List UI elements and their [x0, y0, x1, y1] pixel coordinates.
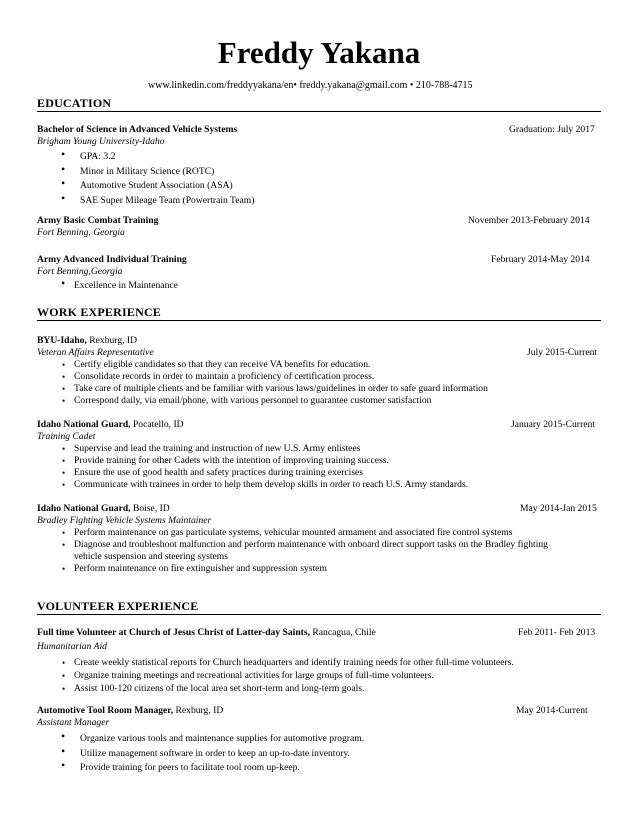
- job-location: Boise, ID: [130, 503, 170, 514]
- bullet-icon: •: [62, 396, 66, 406]
- bullet-icon: •: [61, 758, 66, 772]
- degree-date: Graduation: July 2017: [509, 124, 595, 135]
- job-role: Veteran Affairs Representative: [37, 347, 154, 358]
- job-role: Training Cadet: [37, 431, 96, 442]
- job-location: Rexburg, ID: [86, 335, 138, 346]
- training-title: Army Basic Combat Training: [37, 215, 159, 226]
- job-date: July 2015-Current: [527, 347, 598, 358]
- bullet-icon: •: [62, 372, 66, 382]
- training-location: Fort Benning, Georgia: [37, 227, 125, 238]
- training-location: Fort Benning,Georgia: [37, 266, 123, 277]
- bullet-icon: •: [62, 468, 66, 478]
- bullet-icon: •: [62, 684, 66, 694]
- school-name: Brigham Young University-Idaho: [37, 136, 165, 147]
- education-heading: EDUCATION: [37, 96, 112, 110]
- job-date: May 2014-Jan 2015: [520, 503, 597, 514]
- bullet-icon: •: [62, 540, 66, 550]
- job-org: Idaho National Guard,: [37, 419, 131, 430]
- volunteer-org: Automotive Tool Room Manager,: [37, 705, 174, 716]
- job-location: Pocatello, ID: [130, 419, 184, 430]
- bullet-icon: •: [62, 671, 66, 681]
- bullet-icon: •: [61, 276, 66, 290]
- candidate-name: Freddy Yakana: [217, 35, 421, 70]
- job-header: [37, 335, 137, 347]
- job-role: Bradley Fighting Vehicle Systems Maintainer: [37, 515, 212, 526]
- volunteer-header: [37, 705, 223, 717]
- volunteer-location: Rexburg, ID: [173, 705, 224, 716]
- training-date: February 2014-May 2014: [491, 254, 590, 265]
- bullet-icon: •: [61, 744, 66, 758]
- job-header: [37, 503, 170, 515]
- section-divider: [37, 614, 601, 615]
- job-header: [37, 419, 184, 431]
- volunteer-role: Humanitarian Aid: [37, 641, 107, 652]
- volunteer-date: May 2014-Current: [516, 705, 588, 716]
- bullet-icon: •: [61, 162, 66, 176]
- training-title: Army Advanced Individual Training: [37, 254, 187, 265]
- bullet-icon: •: [62, 444, 66, 454]
- section-divider: [37, 111, 601, 112]
- volunteer-date: Feb 2011- Feb 2013: [518, 627, 596, 638]
- bullet-icon: •: [62, 658, 66, 668]
- job-date: January 2015-Current: [511, 419, 595, 430]
- bullet-icon: •: [61, 147, 66, 161]
- volunteer-role: Assistant Manager: [37, 717, 110, 728]
- bullet-icon: •: [61, 191, 66, 205]
- bullet-icon: •: [62, 384, 66, 394]
- job-org: Idaho National Guard,: [37, 503, 131, 514]
- training-date: November 2013-February 2014: [468, 215, 590, 226]
- degree-title: Bachelor of Science in Advanced Vehicle Systems: [37, 124, 238, 135]
- job-org: BYU-Idaho,: [37, 335, 87, 346]
- contact-line: www.linkedin.com/freddyyakana/en• freddy.yakana@gmail.com • 210-788-4715: [148, 80, 473, 91]
- bullet-icon: •: [62, 564, 66, 574]
- volunteer-heading: VOLUNTEER EXPERIENCE: [37, 599, 199, 613]
- volunteer-header: [37, 627, 376, 639]
- volunteer-location: Rancagua, Chile: [309, 627, 376, 638]
- bullet-icon: •: [62, 360, 66, 370]
- work-heading: WORK EXPERIENCE: [37, 305, 162, 319]
- resume-page: Freddy Yakana www.linkedin.com/freddyyakana/en• freddy.yakana@gmail.com • 210-788-4715 EDUCATION Bachelor of Science in Advanced Vehicle Systems Graduation: July 2017 Brigham Young University-Idaho • GPA: 3.2 • Minor in Military Science (ROTC) • Automotive Student Association (ASA) • SAE Super Mileage Team (Powertrain Team) Army Basic Combat Training November 2013-February 2014 Fort Benning, Georgia Army Advanced Individual Training February 2014-May 2014 Fort Benning,Georgia • Excellence in Maintenance WORK EXPERIENCE BYU-Idaho, Rexburg, ID Veteran Affairs Representative July 2015-Current • Certify eligible candidates so that they can receive VA benefits for education. • Consolidate records in order to maintain a proficiency of certification process. • Take care of multiple clients and be familiar with various laws/guidelines in order to safe guard information • Correspond daily, via email/phone, with various personnel to guarantee customer satisfaction Idaho National Guard, Pocatello, ID January 2015-Current Training Cadet • Supervise and lead the training and instruction of new U.S. Army enlistees • Provide training for other Cadets with the intention of improving training success. • Ensure the use of good health and safety practices during training exercises • Communicate with trainees in order to help them develop skills in order to reach U.S. Army standards. Idaho National Guard, Boise, ID May 2014-Jan 2015 Bradley Fighting Vehicle Systems Maintainer • Perform maintenance on gas particulate systems, vehicular mounted armament and associated fire control systems • Diagnose and troubleshoot malfunction and perform maintenance with onboard direct support tasks on the Bradley fighting vehicle suspension and steering systems • Perform maintenance on fire extinguisher and suppression system VOLUNTEER EXPERIENCE Full time Volunteer at Church of Jesus Christ of Latter-day Saints, Rancagua, Chile Feb 2011- Feb 2013 Humanitarian Aid • Create weekly statistical reports for Church headquarters and identify training needs for other full-time volunteers. • Organize training meetings and recreational activities for large groups of full-time volunteers. • Assist 100-120 citizens of the local area set short-term and long-term goals. Automotive Tool Room Manager, Rexburg, ID May 2014-Current Assistant Manager • Organize various tools and maintenance supplies for automotive program. • Utilize management software in order to keep an up-to-date inventory. • Provide training for peers to facilitate tool room up-keep.: [0, 0, 638, 826]
- section-divider: [37, 320, 601, 321]
- volunteer-org: Full time Volunteer at Church of Jesus Christ of Latter-day Saints,: [37, 627, 310, 638]
- bullet-icon: •: [62, 528, 66, 538]
- bullet-icon: •: [62, 480, 66, 490]
- bullet-icon: •: [61, 176, 66, 190]
- bullet-icon: •: [61, 729, 66, 743]
- bullet-icon: •: [62, 456, 66, 466]
